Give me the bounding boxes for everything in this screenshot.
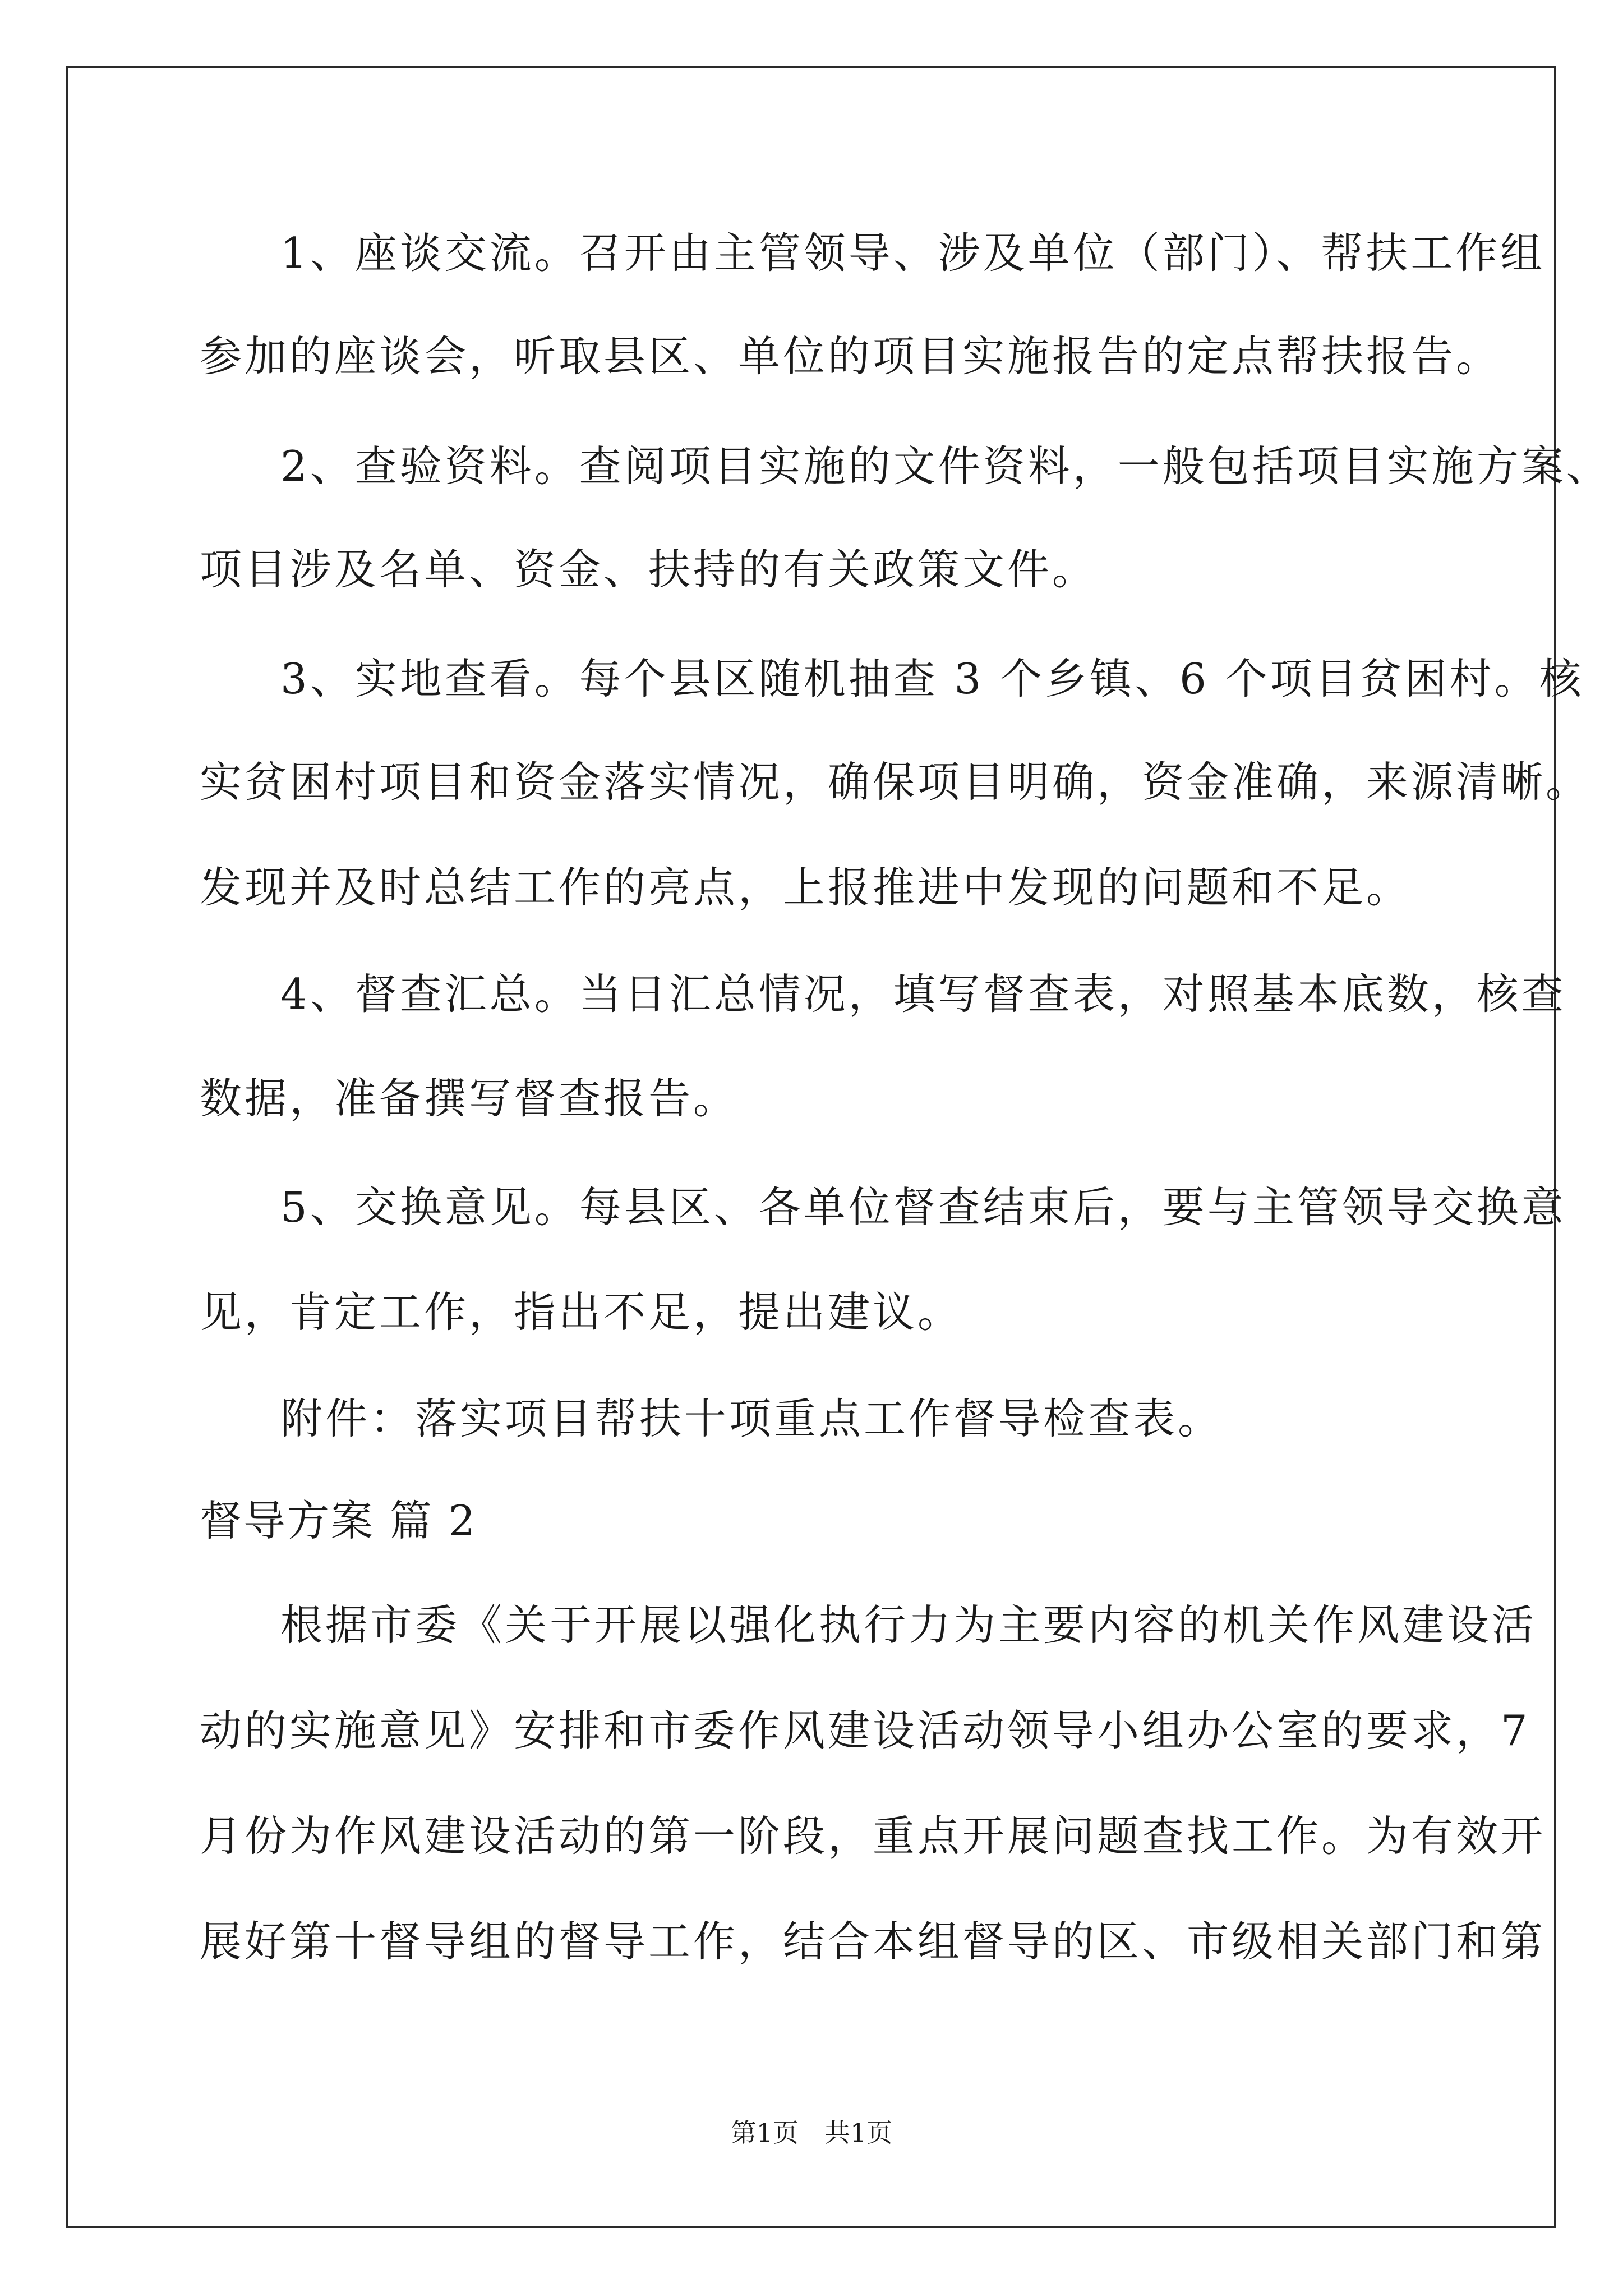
page-border [66,66,1556,2228]
text-line: 1、座谈交流。召开由主管领导、涉及单位（部门）、帮扶工作组 [280,228,1546,278]
text-line: 见，肯定工作，指出不足，提出建议。 [200,1287,963,1337]
text-line: 实贫困村项目和资金落实情况，确保项目明确，资金准确，来源清晰。 [200,757,1591,807]
text-line: 3、实地查看。每个县区随机抽查 3 个乡镇、6 个项目贫困村。核 [280,654,1584,703]
page-footer: 第1页 共1页 [730,2118,893,2148]
text-line: 发现并及时总结工作的亮点，上报推进中发现的问题和不足。 [200,863,1412,912]
text-line: 5、交换意见。每县区、各单位督查结束后，要与主管领导交换意 [280,1182,1566,1232]
text-line: 项目涉及名单、资金、扶持的有关政策文件。 [200,545,1098,594]
text-line: 根据市委《关于开展以强化执行力为主要内容的机关作风建设活 [280,1600,1537,1650]
text-line: 动的实施意见》安排和市委作风建设活动领导小组办公室的要求，7 [200,1706,1530,1755]
text-line: 月份为作风建设活动的第一阶段，重点开展问题查找工作。为有效开 [200,1811,1546,1861]
text-line: 参加的座谈会，听取县区、单位的项目实施报告的定点帮扶报告。 [200,332,1501,381]
text-line: 2、查验资料。查阅项目实施的文件资料，一般包括项目实施方案、 [280,441,1611,491]
section-heading: 督导方案 篇 2 [200,1496,477,1545]
text-line: 附件：落实项目帮扶十项重点工作督导检查表。 [280,1394,1223,1443]
text-line: 数据，准备撰写督查报告。 [200,1074,739,1123]
text-line: 展好第十督导组的督导工作，结合本组督导的区、市级相关部门和第 [200,1917,1546,1966]
text-line: 4、督查汇总。当日汇总情况，填写督查表，对照基本底数，核查 [280,969,1566,1019]
